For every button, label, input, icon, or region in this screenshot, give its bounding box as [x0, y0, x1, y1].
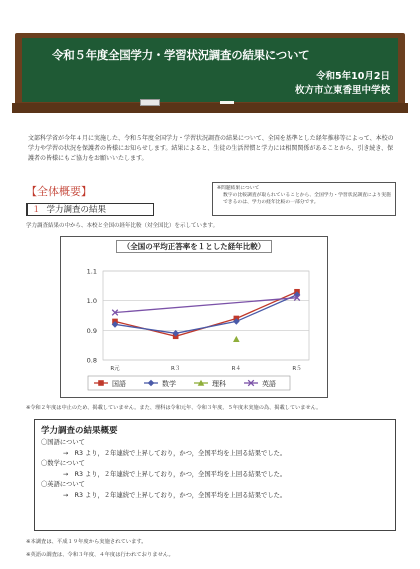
note-box: [212, 182, 396, 216]
summary-item-label: 〇英語について: [41, 481, 85, 488]
legend-label: 英語: [262, 380, 276, 388]
summary-item: [41, 480, 389, 501]
y-tick-label: 0.9: [86, 326, 97, 335]
plot-area: [103, 271, 309, 360]
chalk-icon: [220, 101, 234, 104]
chart-footnote: ※令和２年度は中止のため、掲載していません。また、理科は令和元年、令和３年度、５年度未実施の為、掲載していません。: [26, 405, 322, 411]
summary-item-text: → R3 より，２年連続で上昇しており，かつ，全国平均を上回る結果でした。: [63, 450, 287, 457]
legend-label: 国語: [112, 380, 126, 388]
chart-container: [60, 236, 328, 398]
subsection-number: １: [32, 205, 41, 215]
bottom-note: ※本調査は、平成１９年度から実施されています。: [26, 539, 147, 545]
summary-item-text: → R3 より，２年連続で上昇しており，かつ，全国平均を上回る結果でした。: [63, 471, 287, 478]
intro-paragraph: 文部科学省が今年４月に実施した、令和５年度全国学力・学習状況調査の結果について、全国を基準とした経年推移等によって、本校の学力や学習の状況を保護者の皆様にお知らせします。結果によると、生徒の生活習慣と学力には相関関係があることから、引き続き、保護者の皆様にもご協力をお願いいたします。: [28, 135, 394, 162]
summary-item: [41, 459, 389, 480]
publication-date: 令和5年10月2日: [316, 71, 390, 82]
note-line: 数字の比較調査が取られていることから、全国学力・学習状況調査により実施できるのは、学力の経年比較の一部分です。: [223, 193, 391, 205]
x-tick-label: R３: [171, 366, 181, 372]
data-point: [148, 380, 155, 387]
section-heading: 【全体概要】: [26, 185, 92, 198]
blackboard-ledge: [12, 103, 408, 113]
summary-title: 学力調査の結果概要: [41, 426, 118, 436]
lead-text: 学力調査結果の中から、本校と全国の経年比較（対全国比）を示しています。: [26, 223, 219, 229]
page-title: 令和５年度全国学力・学習状況調査の結果について: [52, 48, 310, 62]
y-tick-label: 1.1: [86, 267, 97, 276]
bottom-note: ※英語の調査は、令和３年度、４年度は行われておりません。: [26, 552, 174, 558]
summary-item: [41, 438, 389, 459]
chart-title: （全国の平均正答率を１とした経年比較）: [116, 240, 273, 253]
summary-item-label: 〇国語について: [41, 439, 85, 446]
note-text: [217, 185, 391, 206]
subsection-label: 学力調査の結果: [46, 205, 107, 215]
y-tick-label: 1.0: [86, 297, 97, 306]
line-chart: [61, 237, 327, 397]
summary-box: [34, 419, 396, 531]
eraser-icon: [140, 99, 160, 106]
summary-item-text: → R3 より，２年連続で上昇しており，かつ，全国平均を上回る結果でした。: [63, 492, 287, 499]
legend-label: 理科: [212, 380, 226, 388]
subsection-heading: [26, 203, 154, 216]
x-tick-label: R４: [231, 366, 241, 372]
note-line: ※問題結果について: [217, 186, 260, 191]
school-name: 枚方市立東香里中学校: [294, 85, 390, 96]
legend-label: 数学: [162, 380, 176, 388]
x-tick-label: R５: [292, 366, 302, 372]
summary-item-label: 〇数学について: [41, 460, 85, 467]
x-tick-label: R元: [110, 366, 120, 372]
y-tick-label: 0.8: [86, 356, 97, 365]
data-point: [98, 380, 104, 386]
